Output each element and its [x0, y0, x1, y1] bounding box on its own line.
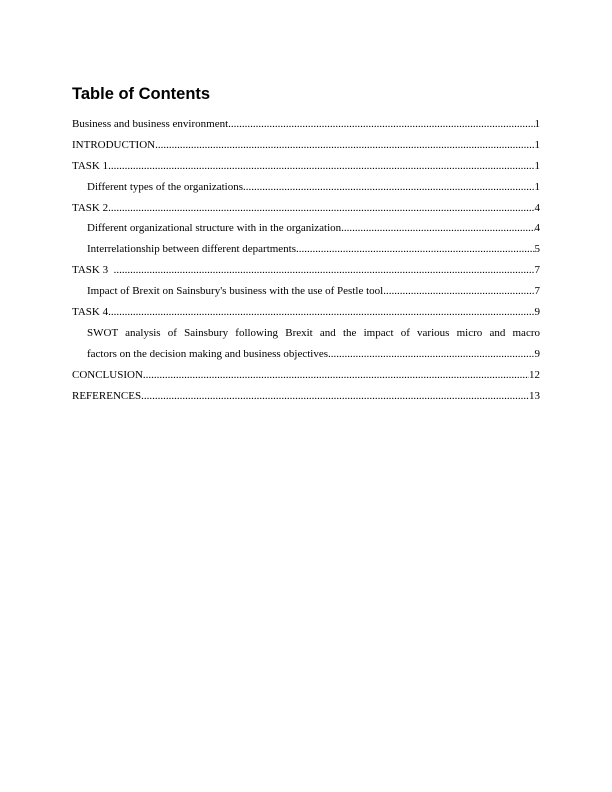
toc-entry-text: TASK 3: [72, 264, 114, 277]
toc-leader-dots: [328, 344, 534, 365]
toc-entry-swot-analysis[interactable]: [72, 323, 540, 365]
toc-leader-dots: [108, 156, 534, 177]
toc-entry-text: Interrelationship between different departments: [87, 243, 297, 256]
toc-entry-text: INTRODUCTION: [72, 138, 156, 151]
toc-entry-text: Different types of the organizations: [87, 180, 243, 193]
toc-entry-conclusion[interactable]: [72, 365, 540, 386]
toc-entry-page: 1: [534, 159, 540, 172]
toc-entry-text: Business and business environment: [72, 118, 229, 130]
toc-entry-page: 1: [534, 138, 540, 151]
toc-entry-page: 7: [534, 264, 540, 277]
toc-entry-page: 4: [534, 222, 540, 235]
toc-leader-dots: [108, 198, 534, 219]
toc-leader-dots: [155, 135, 534, 156]
toc-leader-dots: [141, 386, 529, 407]
toc-entry-page: 13: [529, 389, 540, 402]
toc-leader-dots: [243, 177, 535, 198]
toc-entry-business-environment[interactable]: [72, 114, 540, 135]
toc-entry-page: 9: [534, 306, 540, 319]
toc-entry-text: CONCLUSION: [72, 368, 143, 381]
toc-leader-dots: [143, 365, 529, 386]
toc-entry-text-line-2: factors on the decision making and business objectives: [87, 347, 329, 360]
toc-entry-text: TASK 4: [72, 306, 109, 319]
toc-entry-types-of-organizations[interactable]: [72, 177, 540, 198]
toc-leader-dots: [114, 260, 535, 281]
toc-entry-text: TASK 1: [72, 159, 109, 172]
toc-entry-task-4[interactable]: [72, 302, 540, 323]
toc-entry-text: REFERENCES: [72, 389, 142, 402]
toc-entry-brexit-pestle[interactable]: [72, 281, 540, 302]
toc-entry-text: Different organizational structure with in the organization: [87, 222, 342, 235]
toc-entry-text: TASK 2: [72, 201, 109, 214]
toc-leader-dots: [228, 114, 534, 135]
toc-entry-references[interactable]: [72, 386, 540, 407]
toc-entry-interrelationship-departments[interactable]: [72, 239, 540, 260]
toc-title: Table of Contents: [72, 85, 211, 103]
toc-leader-dots: [341, 218, 534, 239]
toc-entry-organizational-structure[interactable]: [72, 218, 540, 239]
toc-entry-page: 5: [534, 243, 540, 256]
toc-entry-task-1[interactable]: [72, 156, 540, 177]
toc-leader-dots: [108, 302, 534, 323]
toc-entry-task-2[interactable]: [72, 198, 540, 219]
toc-entry-page: 12: [529, 368, 540, 381]
toc-entry-introduction[interactable]: [72, 135, 540, 156]
toc-entry-page: 1: [534, 118, 540, 130]
toc-entry-page: 4: [534, 201, 540, 214]
toc-entry-text-line-1: SWOT analysis of Sainsbury following Brexit and the impact of various micro and macro: [87, 326, 540, 339]
toc-leader-dots: [383, 281, 534, 302]
toc-leader-dots: [296, 239, 534, 260]
toc-entry-page: 7: [534, 285, 540, 298]
toc-entry-text: Impact of Brexit on Sainsbury's business with the use of Pestle tool: [87, 285, 384, 298]
toc-entry-task-3[interactable]: [72, 260, 540, 281]
toc-entry-page: 1: [534, 180, 540, 193]
toc-entry-line-2: [87, 344, 540, 365]
toc-entry-page: 9: [534, 347, 540, 360]
table-of-contents: [72, 114, 540, 406]
